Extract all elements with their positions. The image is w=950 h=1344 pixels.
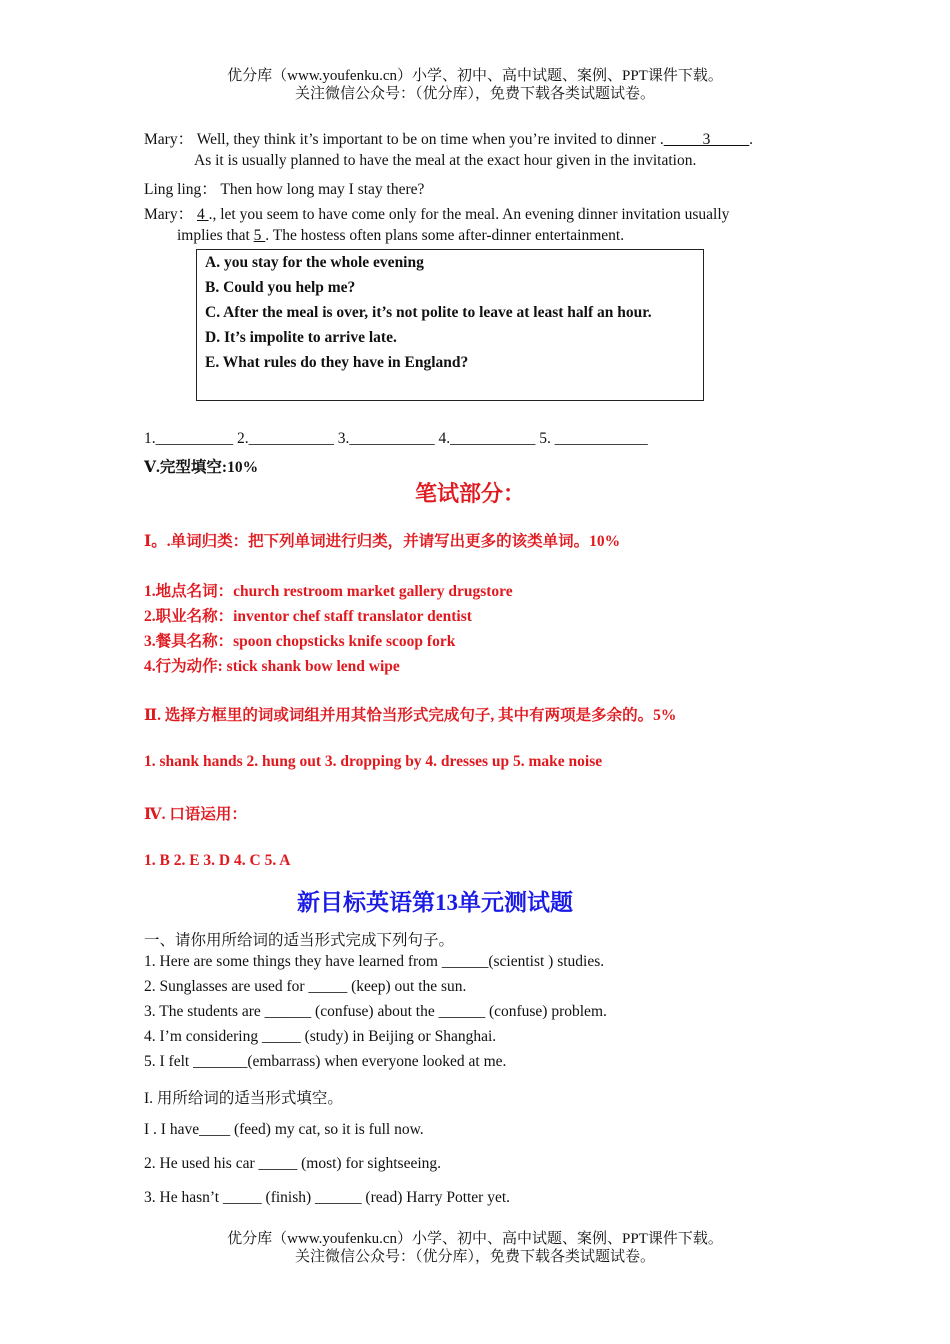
dialog-mary-1-line2: As it is usually planned to have the meal at the exact hour given in the invitation.	[194, 152, 697, 169]
dialog-text: Well, they think it’s important to be on time when you’re invited to dinner .	[196, 131, 664, 148]
dialog-mary-1	[144, 127, 753, 149]
part-1-title: 一、请你用所给词的适当形式完成下列句子。	[144, 932, 455, 949]
answer-blanks-line: 1.__________ 2.___________ 3.___________ 4.___________ 5. ____________	[144, 430, 648, 447]
section-4-answers: 1. B 2. E 3. D 4. C 5. A	[144, 852, 291, 869]
word-group-3: 3.餐具名称：spoon chopsticks knife scoop fork	[144, 633, 456, 650]
part-1-item: 5. I felt _______(embarrass) when everyone looked at me.	[144, 1053, 507, 1070]
word-group-4: 4.行为动作: stick shank bow lend wipe	[144, 658, 400, 675]
dialog-text: Then how long may I stay there?	[220, 181, 425, 198]
section-2-title: Ⅱ. 选择方框里的词或词组并用其恰当形式完成句子, 其中有两项是多余的。5%	[144, 707, 677, 724]
page-header-line1: 优分库（www.youfenku.cn）小学、初中、高中试题、案例、PPT课件下载。	[227, 68, 723, 84]
word-group-1: 1.地点名词：church restroom market gallery drugstore	[144, 583, 513, 600]
section-1-title: Ⅰ。.单词归类：把下列单词进行归类，并请写出更多的该类单词。10%	[144, 533, 621, 550]
part-1-item: 3. The students are ______ (confuse) about the ______ (confuse) problem.	[144, 1003, 607, 1020]
speaker-mary: Mary：	[144, 131, 194, 148]
blank-5: 5	[253, 227, 266, 244]
part-i-item: I . I have____ (feed) my cat, so it is full now.	[144, 1121, 424, 1138]
unit-test-title: 新目标英语第13单元测试题	[297, 890, 573, 915]
speaker-mary: Mary：	[144, 206, 194, 223]
dialog-end: .	[749, 131, 753, 148]
dialog-text: implies that	[177, 227, 254, 244]
section-4-title: Ⅳ. 口语运用：	[144, 806, 247, 823]
part-i-title: I. 用所给词的适当形式填空。	[144, 1090, 343, 1107]
option-a: A. you stay for the whole evening	[205, 254, 424, 271]
options-box	[196, 249, 704, 401]
part-i-item: 2. He used his car _____ (most) for sightseeing.	[144, 1155, 442, 1172]
page-header-line2: 关注微信公众号：（优分库），免费下载各类试题试卷。	[294, 86, 655, 102]
word-group-2: 2.职业名称：inventor chef staff translator dentist	[144, 608, 472, 625]
option-c: C. After the meal is over, it’s not polite to leave at least half an hour.	[205, 304, 652, 321]
option-e: E. What rules do they have in England?	[205, 354, 469, 371]
part-1-item: 1. Here are some things they have learned from ______(scientist ) studies.	[144, 953, 605, 970]
part-1-item: 4. I’m considering _____ (study) in Beijing or Shanghai.	[144, 1028, 497, 1045]
dialog-mary-2	[144, 202, 729, 224]
option-b: B. Could you help me?	[205, 279, 356, 296]
page-footer-line1: 优分库（www.youfenku.cn）小学、初中、高中试题、案例、PPT课件下载。	[227, 1231, 723, 1247]
part-i-item: 3. He hasn’t _____ (finish) ______ (read) Harry Potter yet.	[144, 1189, 511, 1206]
dialog-mary-2-line2	[177, 227, 624, 245]
dialog-lingling	[144, 177, 424, 199]
part-1-item: 2. Sunglasses are used for _____ (keep) out the sun.	[144, 978, 467, 995]
dialog-text: . The hostess often plans some after-dinner entertainment.	[265, 227, 625, 244]
blank-3: _____3_____	[663, 131, 750, 148]
speaker-lingling: Ling ling：	[144, 181, 217, 198]
page-footer-line2: 关注微信公众号：（优分库），免费下载各类试题试卷。	[294, 1249, 655, 1265]
option-d: D. It’s impolite to arrive late.	[205, 329, 397, 346]
section-2-answers: 1. shank hands 2. hung out 3. dropping by 4. dresses up 5. make noise	[144, 753, 603, 770]
blank-4: 4	[196, 206, 209, 223]
dialog-text: ., let you seem to have come only for the meal. An evening dinner invitation usually	[208, 206, 730, 223]
written-part-title: 笔试部分：	[414, 481, 525, 506]
section-v-title: Ⅴ.完型填空:10%	[144, 459, 259, 476]
